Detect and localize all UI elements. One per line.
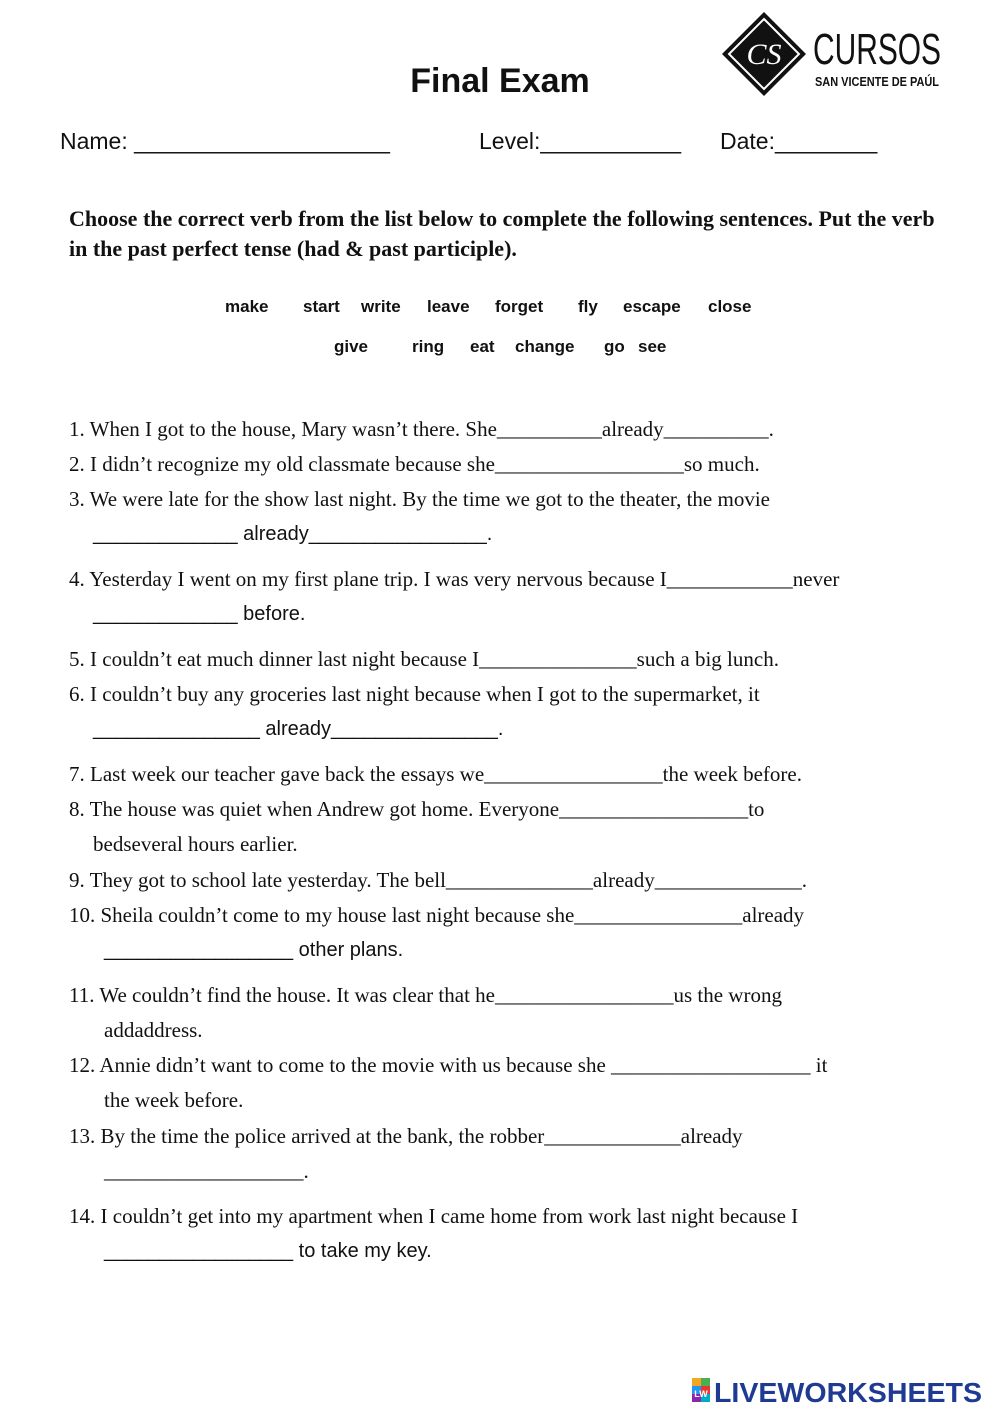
question-10-continuation[interactable]: _________________ other plans. [104, 939, 404, 961]
question-3[interactable]: 3. We were late for the show last night. By the time we got to the theater, the movie [69, 487, 770, 511]
liveworksheets-brand: LIVEWORKSHEETS [714, 1377, 982, 1408]
word-bank-item: write [361, 297, 401, 316]
liveworksheets-logo-graphic [688, 1374, 988, 1408]
question-5[interactable]: 5. I couldn’t eat much dinner last night because I_______________such a big lunch. [69, 647, 779, 671]
word-bank-item: start [303, 297, 340, 316]
logo-subtitle: SAN VICENTE DE PAÚL [815, 74, 940, 89]
question-14-continuation[interactable]: _________________ to take my key. [104, 1240, 432, 1262]
question-2[interactable]: 2. I didn’t recognize my old classmate because she__________________so much. [69, 452, 760, 476]
word-bank-item: ring [412, 337, 445, 356]
question-13[interactable]: 13. By the time the police arrived at the bank, the robber_____________already [69, 1124, 743, 1148]
word-bank-item: give [334, 337, 369, 356]
question-3-continuation[interactable]: _____________ already________________. [93, 523, 493, 545]
question-6-continuation[interactable]: _______________ already_______________. [93, 718, 504, 740]
word-bank-item: escape [623, 297, 681, 316]
word-bank-item: go [604, 337, 625, 356]
question-8[interactable]: 8. The house was quiet when Andrew got home. Everyone__________________to [69, 797, 765, 821]
question-4-continuation[interactable]: _____________ before. [93, 603, 306, 625]
question-4[interactable]: 4. Yesterday I went on my first plane trip. I was very nervous because I____________never [69, 567, 840, 591]
question-11[interactable]: 11. We couldn’t find the house. It was clear that he_________________us the wrong [69, 983, 782, 1007]
logo-brand: CURSOS [813, 25, 941, 74]
question-11-continuation: addaddress. [104, 1018, 203, 1042]
question-13-continuation[interactable]: ___________________. [104, 1159, 309, 1183]
word-bank-item: change [515, 337, 575, 356]
logo-monogram: CS [746, 38, 782, 71]
question-12-continuation: the week before. [104, 1088, 244, 1112]
question-14: 14. I couldn’t get into my apartment when I came home from work last night because I [69, 1204, 799, 1228]
liveworksheets-logo[interactable] [688, 1374, 988, 1408]
word-bank-item: see [638, 337, 667, 356]
date-field[interactable]: Date:________ [720, 128, 878, 154]
liveworksheets-icon-letters: LW [694, 1389, 708, 1399]
word-bank-item: close [708, 297, 752, 316]
question-10[interactable]: 10. Sheila couldn’t come to my house last night because she________________already [69, 903, 805, 927]
word-bank-item: forget [495, 297, 544, 316]
question-8-continuation: bedseveral hours earlier. [93, 832, 298, 856]
level-field[interactable]: Level:___________ [479, 128, 682, 154]
instructions: Choose the correct verb from the list below to complete the following sentences. Put the verb in the past perfect tense (had & past participle). [69, 206, 935, 261]
name-field[interactable]: Name: ____________________ [60, 128, 390, 154]
word-bank-item: fly [578, 297, 598, 316]
word-bank-item: leave [427, 297, 470, 316]
question-12[interactable]: 12. Annie didn’t want to come to the movie with us because she ___________________ it [69, 1053, 828, 1077]
page-title: Final Exam [410, 62, 590, 100]
question-9[interactable]: 9. They got to school late yesterday. The bell______________already______________. [69, 868, 807, 892]
word-bank-item: eat [470, 337, 495, 356]
question-6[interactable]: 6. I couldn’t buy any groceries last night because when I got to the supermarket, it [69, 682, 760, 706]
word-bank-item: make [225, 297, 269, 316]
question-1[interactable]: 1. When I got to the house, Mary wasn’t there. She__________already__________. [69, 417, 774, 441]
question-7[interactable]: 7. Last week our teacher gave back the essays we_________________the week before. [69, 762, 802, 786]
